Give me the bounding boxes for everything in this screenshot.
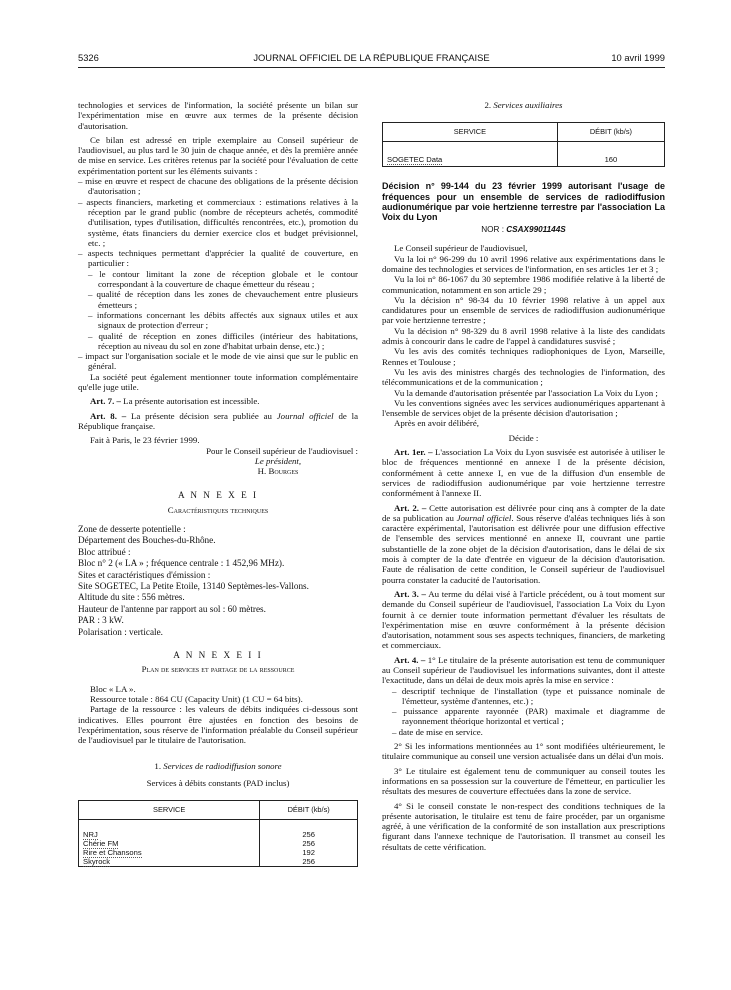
right-column — [382, 100, 665, 852]
annex-line: Site SOGETEC, La Petite Etoile, 13140 Septèmes-les-Vallons. — [78, 581, 309, 592]
column-header-service: SERVICE — [383, 123, 558, 142]
left-column — [78, 100, 358, 867]
paragraph: 3° Le titulaire est également tenu de communiquer au conseil toutes les informations en sa possession sur la couverture de l'émetteur, en particulier les résultats des mesures de couverture effectuées dans la zone de service. — [382, 765, 665, 797]
article-text: La présente autorisation est incessible. — [120, 396, 260, 407]
criteria-list — [78, 351, 358, 372]
service-rate: 192 — [260, 848, 358, 857]
table-spacer — [383, 142, 665, 153]
annex-line: Bloc « LA ». — [90, 683, 136, 694]
page-number: 5326 — [78, 52, 99, 63]
paragraph: Vu la décision n° 98-329 du 8 avril 1998 relative à la liste des candidats admis à concourir dans le cadre de l'appel à candidatures susvisé ; — [382, 325, 665, 347]
annex-line: Département des Bouches-du-Rhône. — [78, 535, 216, 546]
journal-reference: Journal officiel — [456, 512, 512, 523]
signature-line: Pour le Conseil supérieur de l'audiovisuel : — [206, 445, 358, 456]
issue-date: 10 avril 1999 — [611, 52, 665, 63]
article-label: Art. 4. – — [394, 654, 426, 665]
article-4 — [382, 655, 665, 686]
nor-reference — [382, 225, 665, 235]
annex-line: Bloc n° 2 (« LA » ; fréquence centrale : 1 452,96 MHz). — [78, 558, 285, 569]
annex-line: Polarisation : verticale. — [78, 626, 163, 637]
paragraph: Le Conseil supérieur de l'audiovisuel, — [394, 243, 528, 254]
service-rate: 256 — [260, 830, 358, 839]
list-item: – informations concernant les débits affectés aux signaux utiles et aux signaux de protection d'erreur ; — [88, 309, 358, 331]
column-header-rate: DÉBIT (kb/s) — [260, 801, 358, 820]
signing-place-date: Fait à Paris, le 23 février 1999. — [90, 435, 200, 446]
nor-code: CSAX9901144S — [506, 225, 566, 235]
table-row — [79, 839, 358, 848]
list-item: – qualité de réception en zones difficiles (intérieur des habitations, réception au niveau du sol en zone d'habitat urbain dense, etc.) ; — [88, 330, 358, 351]
paragraph: La société peut également mentionner toute information complémentaire qu'elle juge utile. — [78, 371, 358, 393]
annex-line: Altitude du site : 556 mètres. — [78, 592, 185, 603]
paragraph: Vu les avis des comités techniques radiophoniques de Lyon, Marseille, Rennes et Toulouse ; — [382, 346, 665, 367]
journal-reference: Journal officiel — [276, 410, 334, 421]
criteria-list — [78, 176, 358, 269]
paragraph: technologies et services de l'information, la société présente un bilan sur l'expérimentation mise en œuvre aux termes de la présente décision d'autorisation. — [78, 100, 358, 131]
list-item: – impact sur l'organisation sociale et le mode de vie ainsi que sur le public en général. — [78, 351, 358, 372]
list-item: – descriptif technique de l'installation (type et puissance nominale de l'émetteur, système d'antennes, etc.) ; — [392, 685, 665, 706]
header-rule — [78, 67, 665, 68]
annex-1-title: A N N E X E I — [177, 490, 259, 501]
article-text: L'association La Voix du Lyon susvisée est autorisée à utiliser le bloc de fréquences mentionné en annexe I de la présente décision, conformément à cette annexe I, en vue de la diffusion d'un ensemble de services de radiodiffusion audionumérique par voie hertzienne terrestre conformément à l'annexe II. — [382, 447, 665, 499]
table-row — [383, 152, 665, 167]
list-item: – date de mise en service. — [392, 726, 483, 737]
article-8 — [78, 411, 358, 432]
article-4-list — [382, 686, 665, 737]
paragraph: Ce bilan est adressé en triple exemplaire au Conseil supérieur de l'audiovisuel, au plus tard le 30 juin de chaque année, et dès la première année de mise en service. Les critères retenus par la société pour l'évaluation de cette expérimentation portent sur les éléments suivants : — [78, 134, 358, 176]
column-header-service: SERVICE — [79, 801, 260, 820]
article-7 — [78, 396, 358, 406]
signatory-name: H. Bourges — [257, 466, 299, 477]
service-rate: 256 — [260, 857, 358, 867]
decision-title: Décision n° 99-144 du 23 février 1999 autorisant l'usage de fréquences pour un ensemble de services de radiodiffusion audionumérique par voie hertzienne terrestre par l'association La Voix du Lyon — [382, 181, 665, 222]
paragraph: Après en avoir délibéré, — [394, 418, 479, 429]
article-label: Art. 8. – — [90, 410, 127, 421]
annex-1-body — [78, 524, 358, 638]
section-heading — [382, 100, 665, 110]
annex-2-title: A N N E X E I I — [173, 650, 263, 661]
signatory-role: Le président, — [254, 455, 302, 466]
annex-2-subtitle: Plan de services et partage de la ressource — [141, 664, 295, 675]
annex-line: Bloc attribué : — [78, 546, 131, 557]
article-text: de la République française. — [78, 410, 359, 431]
article-label: Art. 1er. – — [394, 447, 433, 458]
section-title: Services de radiodiffusion sonore — [163, 761, 282, 772]
article-text: Au terme du délai visé à l'article précédent, ou à tout moment sur demande du Conseil supérieur de l'audiovisuel, l'association La Voix du Lyon fournit à ce dernier toute information permettant d'évaluer les résultats de l'expérimentation mise en œuvre conformément à la présente décision d'autorisation, notamment sous ses aspects techniques, financiers, de marketing et commerciaux. — [382, 588, 666, 651]
radio-services-table — [78, 800, 358, 867]
list-item: – aspects techniques permettant d'apprécier la qualité de couverture, en particulier : — [78, 248, 358, 269]
list-item: – puissance apparente rayonnée (PAR) maximale et diagramme de rayonnement théorique horizontal et vertical ; — [392, 706, 665, 727]
article-text: . Sous réserve d'aléas techniques liés à son caractère expérimental, l'autorisation est délivrée pour une diffusion effective de l'ensemble des services mentionné en annexe II, couvrant une partie substantielle de la zone objet de la décision d'autorisation, dans le délai de six mois à compter de la date d'entrée en vigueur de la décision d'autorisation. Faute de réalisation de cette condition, le Conseil supérieur de l'audiovisuel pourra constater la caducité de l'autorisation. — [382, 512, 665, 585]
list-item: – mise en œuvre et respect de chacune des obligations de la présente décision d'autorisation ; — [78, 176, 358, 197]
annex-line: PAR : 3 kW. — [78, 615, 124, 626]
annex-line: Zone de desserte potentielle : — [78, 523, 186, 534]
list-item: – le contour limitant la zone de réception globale et le contour correspondant à la couverture de chaque émetteur du réseau ; — [88, 268, 358, 290]
annex-1-subtitle: Caractéristiques techniques — [167, 504, 269, 515]
paragraph: 4° Si le conseil constate le non-respect des conditions techniques de la présente autorisation, le titulaire est tenu de faire procéder, par un organisme agréé, à une vérification de la conformité de son installation aux prescriptions figurant dans l'annexe technique de l'autorisation. Il transmet au conseil les résultats de cette vérification. — [382, 800, 665, 852]
section-heading — [78, 761, 358, 771]
section-subheading: Services à débits constants (PAD inclus) — [146, 777, 290, 788]
service-rate: 256 — [260, 839, 358, 848]
sub-criteria-list — [78, 269, 358, 351]
service-rate: 160 — [557, 152, 664, 167]
table-header-row — [383, 123, 665, 142]
paragraph: Vu la loi n° 96-299 du 10 avril 1996 relative aux expérimentations dans le domaine des technologies et services de l'information, en ses articles 1er et 3 ; — [382, 253, 665, 274]
service-name — [79, 830, 260, 839]
decide-heading: Décide : — [508, 432, 539, 443]
page-header — [78, 52, 665, 66]
article-text: 1° Le titulaire de la présente autorisation est tenu de communiquer au Conseil supérieur de l'audiovisuel les informations suivantes, dont il atteste l'exactitude, dans un délai de deux mois après la mise en service : — [382, 654, 665, 686]
article-3 — [382, 589, 665, 651]
column-header-rate: DÉBIT (kb/s) — [557, 123, 664, 142]
journal-title: JOURNAL OFFICIEL DE LA RÉPUBLIQUE FRANÇAISE — [253, 52, 490, 63]
paragraph: Vu les conventions signées avec les services audionumériques appartenant à l'ensemble de services objet de la présente décision d'autorisation ; — [382, 397, 665, 419]
paragraph: Vu les avis des ministres chargés des technologies de l'information, des télécommunications et de la communication ; — [382, 366, 665, 388]
article-text: La présente décision sera publiée au — [126, 410, 277, 421]
service-name-text: SOGETEC Data — [387, 154, 443, 164]
service-name-text: Rire et Chansons — [83, 848, 142, 858]
article-1 — [382, 447, 665, 498]
paragraph: Partage de la ressource : les valeurs de débits indiquées ci-dessous sont indicatives. Elles pourront être ajustées en fonction des besoins de l'expérimentation, sous réserve de l'information préalable du Conseil supérieur de l'audiovisuel par le titulaire de l'autorisation. — [78, 704, 358, 746]
article-text: Cette autorisation est délivrée pour cinq ans à compter de la date de sa publication au — [382, 502, 665, 523]
service-name — [79, 857, 260, 867]
article-label: Art. 7. – — [90, 396, 121, 407]
auxiliary-services-table — [382, 122, 665, 167]
paragraph: Vu la loi n° 86-1067 du 30 septembre 1986 modifiée relative à la liberté de communication, notamment en son article 29 ; — [382, 274, 665, 295]
service-name-text: NRJ — [83, 830, 98, 840]
paragraph: Vu la demande d'autorisation présentée par l'association La Voix du Lyon ; — [394, 387, 658, 398]
annex-line: Sites et caractéristiques d'émission : — [78, 569, 211, 580]
service-name — [383, 152, 558, 167]
service-name — [79, 839, 260, 848]
service-name — [79, 848, 260, 857]
article-label: Art. 3. – — [394, 588, 426, 599]
section-title: Services auxiliaires — [493, 100, 563, 110]
table-row — [79, 830, 358, 839]
annex-line: Hauteur de l'antenne par rapport au sol : 60 mètres. — [78, 603, 266, 614]
article-2 — [382, 503, 665, 585]
article-label: Art. 2. – — [394, 502, 427, 513]
table-row — [79, 857, 358, 867]
list-item: – qualité de réception dans les zones de chevauchement entre plusieurs émetteurs ; — [88, 289, 358, 310]
nor-label: NOR : — [481, 225, 507, 235]
list-item: – aspects financiers, marketing et commerciaux : estimations relatives à la réception par le grand public (nombre de récepteurs achetés, commodité d'utilisation, types d'utilisation, difficultés rencontrées, etc.), promotion du système, états financiers du dernier exercice clos et budget prévisionnel, etc. ; — [78, 196, 358, 248]
section-number: 2. — [484, 100, 494, 110]
table-row — [79, 848, 358, 857]
service-name-text: Chérie FM — [83, 839, 119, 849]
section-number: 1. — [154, 761, 164, 772]
paragraph: 2° Si les informations mentionnées au 1° sont modifiées ultérieurement, le titulaire communique au conseil une version actualisée dans un délai d'un mois. — [382, 741, 665, 762]
signatory-title — [78, 456, 358, 466]
table-header-row — [79, 801, 358, 820]
table-spacer — [79, 820, 358, 831]
annex-line: Ressource totale : 864 CU (Capacity Unit) (1 CU = 64 bits). — [90, 693, 303, 704]
paragraph: Vu la décision n° 98-34 du 10 février 1998 relative à un appel aux candidatures pour un ensemble de services de radiodiffusion audionumérique par voie hertzienne terrestre ; — [382, 294, 665, 326]
service-name-text: Skyrock — [83, 857, 111, 867]
